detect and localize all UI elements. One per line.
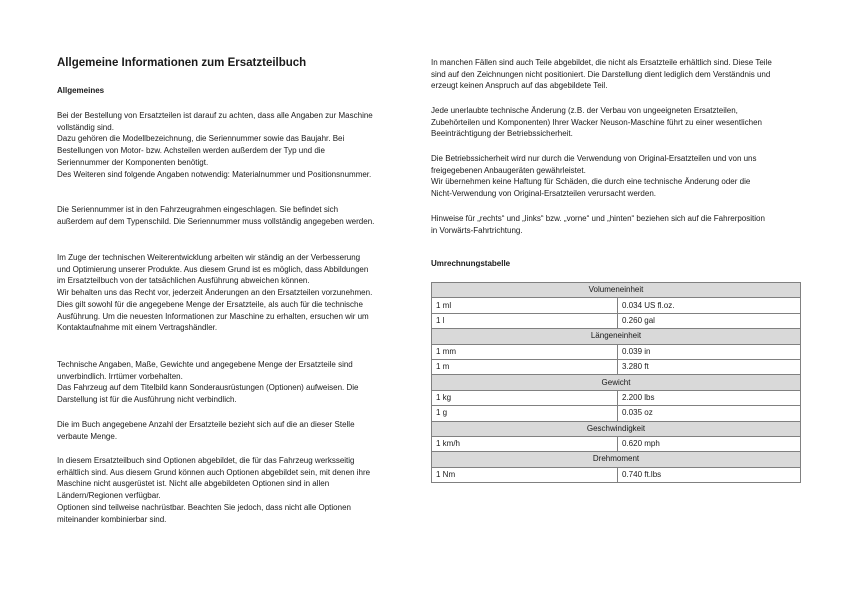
metric-unit-cell: 1 Nm <box>432 467 618 482</box>
metric-unit-cell: 1 kg <box>432 390 618 405</box>
table-group-header-row <box>432 375 801 390</box>
metric-unit-cell: 1 m <box>432 359 618 374</box>
conversion-table <box>431 282 801 483</box>
table-group-header: Längeneinheit <box>432 329 801 344</box>
table-group-header: Volumeneinheit <box>432 283 801 298</box>
paragraph-anzahl: Die im Buch angegebene Anzahl der Ersatzteile bezieht sich auf die an dieser Stelle verbaute Menge. <box>57 420 355 441</box>
paragraph-optionen: In diesem Ersatzteilbuch sind Optionen abgebildet, die für das Fahrzeug werksseitig erhältlich sind. Aus diesem Grund können auch Optionen abgebildet sein, mit denen ihre Maschine nicht ausgerüstet ist. Nicht alle abgebildeten Optionen sind in allen Ländern/Regionen verfügbar. Optionen sind teilweise nachrüstbar. Beachten Sie jedoch, dass nicht alle Optionen miteinander kombinierbar sind. <box>57 456 371 524</box>
table-row <box>432 467 801 482</box>
table-row <box>432 390 801 405</box>
imperial-unit-cell: 0.034 US fl.oz. <box>618 298 801 313</box>
metric-unit-cell: 1 l <box>432 313 618 328</box>
imperial-unit-cell: 0.620 mph <box>618 436 801 451</box>
metric-unit-cell: 1 km/h <box>432 436 618 451</box>
table-group-header-row <box>432 283 801 298</box>
table-group-header-row <box>432 421 801 436</box>
section-heading-allgemeines: Allgemeines <box>57 86 105 95</box>
paragraph-unerlaubte-aenderung: Jede unerlaubte technische Änderung (z.B. der Verbau von ungeeigneten Ersatzteilen, Zubehörteilen und Komponenten) Ihrer Wacker Neuson-Maschine führt zu einer wesentlichen Beeinträchtigung der Betriebssicherheit. <box>431 106 762 139</box>
table-group-header: Geschwindigkeit <box>432 421 801 436</box>
table-group-header: Gewicht <box>432 375 801 390</box>
table-group-header-row <box>432 329 801 344</box>
paragraph-weiterentwicklung: Im Zuge der technischen Weiterentwicklung arbeiten wir ständig an der Verbesserung und Optimierung unserer Produkte. Aus diesem Grund ist es möglich, dass Abbildungen im Ersatzteilbuch von der tatsächlichen Ausführung abweichen können. Wir behalten uns das Recht vor, jederzeit Änderungen an den Ersatzteilen vorzunehmen. Dies gilt sowohl für die angegebene Menge der Ersatzteile, als auch für die technische Ausführung. Um die neuesten Informationen zur Maschine zu erhalten, ersuchen wir um Kontaktaufnahme mit einem Vertragshändler. <box>57 253 373 333</box>
imperial-unit-cell: 0.039 in <box>618 344 801 359</box>
page-title: Allgemeine Informationen zum Ersatzteilbuch <box>57 57 307 69</box>
table-row <box>432 359 801 374</box>
paragraph-hinweise-richtung: Hinweise für „rechts“ und „links“ bzw. „vorne“ und „hinten“ beziehen sich auf die Fahrerposition in Vorwärts-Fahrtrichtung. <box>431 214 765 235</box>
metric-unit-cell: 1 g <box>432 406 618 421</box>
table-row <box>432 436 801 451</box>
table-heading: Umrechnungstabelle <box>431 259 511 268</box>
table-row <box>432 313 801 328</box>
table-row <box>432 406 801 421</box>
imperial-unit-cell: 3.280 ft <box>618 359 801 374</box>
paragraph-nicht-erhaeltlich: In manchen Fällen sind auch Teile abgebildet, die nicht als Ersatzteile erhältlich sind. Diese Teile sind auf den Zeichnungen nicht positioniert. Die Darstellung dient lediglich dem Verständnis und erzeugt keinen Anspruch auf das abgebildete Teil. <box>431 58 772 91</box>
imperial-unit-cell: 0.740 ft.lbs <box>618 467 801 482</box>
table-row <box>432 344 801 359</box>
table-group-header-row <box>432 452 801 467</box>
paragraph-technische-angaben: Technische Angaben, Maße, Gewichte und angegebene Menge der Ersatzteile sind unverbindlich. Irrtümer vorbehalten. Das Fahrzeug auf dem Titelbild kann Sonderausrüstungen (Optionen) aufweisen. Die Darstellung ist für die Ausführung nicht verbindlich. <box>57 360 359 405</box>
table-row <box>432 298 801 313</box>
paragraph-bestellung: Bei der Bestellung von Ersatzteilen ist darauf zu achten, dass alle Angaben zur Maschine vollständig sind. Dazu gehören die Modellbezeichnung, die Seriennummer sowie das Baujahr. Bei Bestellungen von Motor- bzw. Achsteilen werden außerdem der Typ und die Seriennummer der Komponenten benötigt. Des Weiteren sind folgende Angaben notwendig: Materialnummer und Positionsnummer. <box>57 111 373 179</box>
imperial-unit-cell: 0.260 gal <box>618 313 801 328</box>
imperial-unit-cell: 2.200 lbs <box>618 390 801 405</box>
paragraph-seriennummer: Die Seriennummer ist in den Fahrzeugrahmen eingeschlagen. Sie befindet sich außerdem auf dem Typenschild. Die Seriennummer muss vollständig angegeben werden. <box>57 205 375 226</box>
paragraph-betriebssicherheit: Die Betriebssicherheit wird nur durch die Verwendung von Original-Ersatzteilen und von uns freigegebenen Anbaugeräten gewährleistet. Wir übernehmen keine Haftung für Schäden, die durch eine technische Änderung oder die Nicht-Verwendung von Original-Ersatzteilen verursacht werden. <box>431 154 757 199</box>
table-group-header: Drehmoment <box>432 452 801 467</box>
imperial-unit-cell: 0.035 oz <box>618 406 801 421</box>
metric-unit-cell: 1 mm <box>432 344 618 359</box>
metric-unit-cell: 1 ml <box>432 298 618 313</box>
